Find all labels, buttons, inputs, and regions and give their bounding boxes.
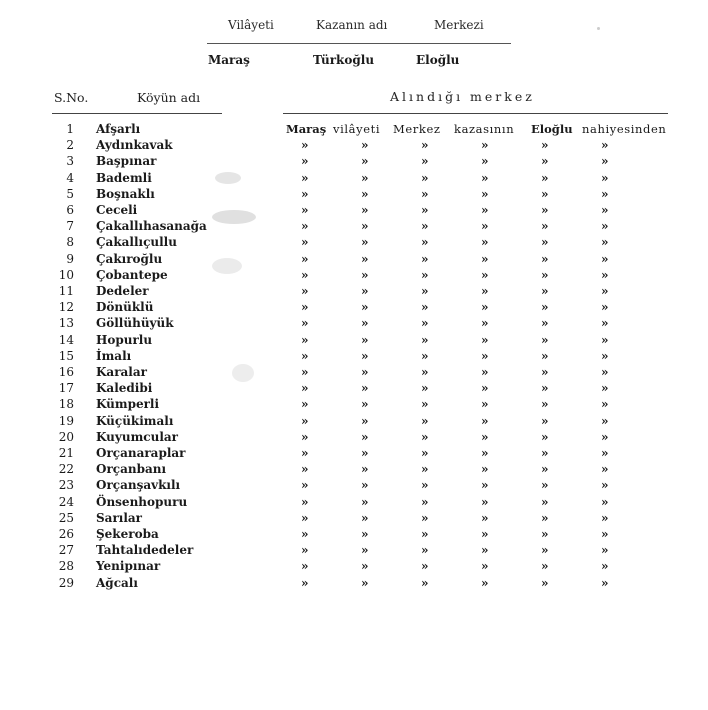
ditto-mark: » (361, 154, 369, 169)
row-number: 25 (58, 510, 74, 525)
column-divider-right (283, 113, 668, 114)
village-name: Dönüklü (96, 300, 154, 315)
table-row (0, 542, 708, 558)
ditto-mark: » (361, 510, 369, 525)
village-name: Hopurlu (96, 332, 153, 347)
ditto-mark: » (481, 510, 489, 525)
row-number: 2 (66, 138, 74, 153)
column-divider-left (52, 113, 222, 114)
row-number: 18 (58, 397, 74, 412)
ditto-mark: » (361, 332, 369, 347)
ditto-mark: » (301, 316, 309, 331)
ditto-mark: » (481, 154, 489, 169)
ditto-mark: » (421, 348, 429, 363)
ditto-mark: » (421, 510, 429, 525)
ditto-mark: » (541, 478, 549, 493)
ditto-mark: » (361, 478, 369, 493)
ditto-mark: » (301, 251, 309, 266)
ditto-mark: » (541, 138, 549, 153)
village-name: Yenipınar (96, 559, 161, 574)
header-value-center: Eloğlu (416, 53, 460, 67)
row-number: 1 (66, 122, 74, 136)
header-rule (207, 43, 511, 44)
ditto-mark: » (301, 348, 309, 363)
ditto-mark: » (601, 348, 609, 363)
ditto-mark: » (601, 284, 609, 298)
table-row (0, 315, 708, 331)
ditto-mark: » (601, 154, 609, 169)
ditto-mark: » (481, 186, 489, 201)
column-header-source: Alındığı merkez (390, 89, 535, 104)
village-name: Küçükimalı (96, 413, 174, 428)
ditto-mark: » (361, 559, 369, 574)
ditto-mark: » (361, 203, 369, 217)
ditto-mark: » (421, 154, 429, 169)
village-name: Bademli (96, 170, 152, 185)
ditto-mark: » (541, 462, 549, 477)
ditto-mark: » (301, 186, 309, 201)
ditto-mark: » (361, 575, 369, 590)
ditto-mark: » (541, 251, 549, 266)
ditto-mark: » (301, 235, 309, 250)
ditto-mark: » (361, 267, 369, 282)
ditto-mark: » (481, 300, 489, 315)
table-row (0, 186, 708, 202)
ditto-mark: » (481, 332, 489, 347)
source-text: vilâyeti (333, 122, 381, 136)
ditto-mark: » (421, 235, 429, 250)
table-row (0, 429, 708, 445)
ditto-mark: » (361, 138, 369, 153)
scan-smudge (212, 210, 256, 224)
table-row (0, 364, 708, 380)
table-row (0, 510, 708, 526)
ditto-mark: » (301, 413, 309, 428)
ditto-mark: » (541, 170, 549, 185)
village-name: Ağcalı (96, 575, 138, 590)
ditto-mark: » (421, 316, 429, 331)
row-number: 7 (66, 219, 74, 234)
ditto-mark: » (361, 219, 369, 234)
ditto-mark: » (601, 300, 609, 315)
row-number: 20 (58, 429, 74, 444)
village-name: Ceceli (96, 203, 138, 217)
ditto-mark: » (421, 429, 429, 444)
ditto-mark: » (361, 462, 369, 477)
ditto-mark: » (541, 494, 549, 509)
village-name: Çakallıçullu (96, 235, 177, 250)
table-row (0, 170, 708, 186)
column-header-village: Köyün adı (137, 90, 201, 105)
ditto-mark: » (301, 527, 309, 541)
ditto-mark: » (601, 138, 609, 153)
column-header-number: S.No. (54, 90, 89, 105)
ditto-mark: » (541, 300, 549, 315)
village-name: Çobantepe (96, 267, 168, 282)
ditto-mark: » (361, 300, 369, 315)
ditto-mark: » (601, 494, 609, 509)
ditto-mark: » (361, 235, 369, 250)
ditto-mark: » (601, 413, 609, 428)
ditto-mark: » (481, 397, 489, 412)
ditto-mark: » (481, 267, 489, 282)
ditto-mark: » (301, 446, 309, 460)
row-number: 11 (58, 284, 74, 298)
village-name: Çakallıhasanağa (96, 219, 207, 234)
ditto-mark: » (301, 397, 309, 412)
table-row (0, 461, 708, 477)
row-number: 17 (58, 381, 74, 396)
ditto-mark: » (481, 235, 489, 250)
table-row (0, 202, 708, 218)
ditto-mark: » (541, 348, 549, 363)
village-name: Başpınar (96, 154, 157, 169)
ditto-mark: » (601, 527, 609, 541)
ditto-mark: » (301, 478, 309, 493)
row-number: 22 (58, 462, 74, 477)
ditto-mark: » (541, 316, 549, 331)
ditto-mark: » (301, 381, 309, 396)
scan-smudge (232, 364, 254, 382)
table-row (0, 332, 708, 348)
table-row (0, 380, 708, 396)
ditto-mark: » (481, 365, 489, 379)
row-number: 15 (58, 348, 74, 363)
ditto-mark: » (301, 332, 309, 347)
source-text: Maraş (286, 122, 327, 136)
ditto-mark: » (601, 381, 609, 396)
row-number: 16 (58, 365, 74, 379)
ditto-mark: » (601, 332, 609, 347)
source-text: kazasının (454, 122, 515, 136)
ditto-mark: » (481, 138, 489, 153)
table-row (0, 558, 708, 574)
village-name: Kaledibi (96, 381, 153, 396)
ditto-mark: » (421, 365, 429, 379)
ditto-mark: » (481, 527, 489, 541)
ditto-mark: » (481, 446, 489, 460)
ditto-mark: » (481, 413, 489, 428)
ditto-mark: » (481, 494, 489, 509)
village-name: İmalı (96, 348, 132, 363)
ditto-mark: » (301, 267, 309, 282)
ditto-mark: » (421, 543, 429, 558)
ditto-mark: » (541, 510, 549, 525)
ditto-mark: » (481, 284, 489, 298)
ditto-mark: » (301, 170, 309, 185)
ditto-mark: » (361, 365, 369, 379)
ditto-mark: » (361, 348, 369, 363)
ditto-mark: » (541, 284, 549, 298)
ditto-mark: » (601, 170, 609, 185)
ditto-mark: » (541, 397, 549, 412)
table-row (0, 575, 708, 591)
village-name: Kuyumcular (96, 429, 178, 444)
ditto-mark: » (601, 203, 609, 217)
ditto-mark: » (601, 235, 609, 250)
header-value-district: Türkoğlu (313, 53, 375, 67)
ditto-mark: » (301, 203, 309, 217)
ditto-mark: » (481, 381, 489, 396)
ditto-mark: » (601, 219, 609, 234)
table-row (0, 348, 708, 364)
ditto-mark: » (421, 462, 429, 477)
ditto-mark: » (421, 186, 429, 201)
ditto-mark: » (301, 575, 309, 590)
ditto-mark: » (421, 219, 429, 234)
row-number: 26 (58, 527, 74, 541)
ditto-mark: » (541, 575, 549, 590)
ditto-mark: » (481, 462, 489, 477)
ditto-mark: » (601, 543, 609, 558)
village-name: Orçanşavkılı (96, 478, 181, 493)
ditto-mark: » (421, 284, 429, 298)
ditto-mark: » (301, 494, 309, 509)
ditto-mark: » (601, 429, 609, 444)
ditto-mark: » (421, 494, 429, 509)
ditto-mark: » (481, 170, 489, 185)
ditto-mark: » (541, 365, 549, 379)
table-row (0, 218, 708, 234)
ditto-mark: » (481, 543, 489, 558)
ditto-mark: » (481, 316, 489, 331)
scan-smudge (212, 258, 242, 274)
ditto-mark: » (541, 332, 549, 347)
village-name: Boşnaklı (96, 186, 155, 201)
ditto-mark: » (301, 138, 309, 153)
ditto-mark: » (541, 154, 549, 169)
ditto-mark: » (301, 365, 309, 379)
ditto-mark: » (361, 397, 369, 412)
ditto-mark: » (301, 429, 309, 444)
row-number: 5 (66, 186, 74, 201)
ditto-mark: » (541, 413, 549, 428)
ditto-mark: » (601, 446, 609, 460)
row-number: 10 (58, 267, 74, 282)
ditto-mark: » (421, 170, 429, 185)
table-row (0, 445, 708, 461)
village-name: Dedeler (96, 284, 149, 298)
ditto-mark: » (301, 300, 309, 315)
ditto-mark: » (601, 510, 609, 525)
village-name: Sarılar (96, 510, 142, 525)
row-number: 24 (58, 494, 74, 509)
ditto-mark: » (601, 186, 609, 201)
ditto-mark: » (601, 251, 609, 266)
ditto-mark: » (541, 203, 549, 217)
row-number: 13 (58, 316, 74, 331)
table-row (0, 396, 708, 412)
ditto-mark: » (361, 170, 369, 185)
table-row (0, 121, 708, 137)
ditto-mark: » (481, 575, 489, 590)
ditto-mark: » (601, 462, 609, 477)
ditto-mark: » (361, 381, 369, 396)
ditto-mark: » (301, 154, 309, 169)
ditto-mark: » (421, 138, 429, 153)
ditto-mark: » (301, 284, 309, 298)
table-row (0, 494, 708, 510)
ditto-mark: » (301, 510, 309, 525)
table-row (0, 413, 708, 429)
ditto-mark: » (601, 575, 609, 590)
ditto-mark: » (421, 381, 429, 396)
ditto-mark: » (421, 251, 429, 266)
ditto-mark: » (361, 251, 369, 266)
village-name: Tahtalıdedeler (96, 543, 194, 558)
ditto-mark: » (421, 575, 429, 590)
ditto-mark: » (541, 219, 549, 234)
ditto-mark: » (421, 332, 429, 347)
ditto-mark: » (361, 284, 369, 298)
village-name: Kümperli (96, 397, 160, 412)
row-number: 21 (58, 446, 74, 460)
table-row (0, 137, 708, 153)
table-row (0, 234, 708, 250)
ditto-mark: » (481, 348, 489, 363)
ditto-mark: » (541, 543, 549, 558)
row-number: 14 (58, 332, 74, 347)
ditto-mark: » (601, 559, 609, 574)
ditto-mark: » (601, 365, 609, 379)
ditto-mark: » (361, 543, 369, 558)
scan-smudge (215, 172, 241, 184)
ditto-mark: » (421, 478, 429, 493)
ditto-mark: » (541, 446, 549, 460)
ditto-mark: » (541, 527, 549, 541)
ditto-mark: » (601, 316, 609, 331)
row-number: 8 (66, 235, 74, 250)
ditto-mark: » (481, 478, 489, 493)
ditto-mark: » (421, 267, 429, 282)
ditto-mark: » (421, 397, 429, 412)
table-row (0, 526, 708, 542)
header-value-province: Maraş (208, 53, 250, 67)
ditto-mark: » (361, 446, 369, 460)
source-text: Merkez (393, 122, 441, 136)
ditto-mark: » (301, 462, 309, 477)
ditto-mark: » (541, 235, 549, 250)
ditto-mark: » (301, 559, 309, 574)
row-number: 27 (58, 543, 74, 558)
header-label-province: Vilâyeti (228, 18, 274, 32)
table-row (0, 283, 708, 299)
ditto-mark: » (481, 429, 489, 444)
row-number: 23 (58, 478, 74, 493)
village-name: Göllühüyük (96, 316, 174, 331)
row-number: 9 (66, 251, 74, 266)
ditto-mark: » (421, 559, 429, 574)
row-number: 6 (66, 203, 74, 217)
source-text: nahiyesinden (582, 122, 667, 136)
village-name: Karalar (96, 365, 147, 379)
table-row (0, 477, 708, 493)
village-name: Şekeroba (96, 527, 159, 541)
ditto-mark: » (481, 559, 489, 574)
ditto-mark: » (361, 316, 369, 331)
ditto-mark: » (421, 300, 429, 315)
row-number: 19 (58, 413, 74, 428)
ditto-mark: » (301, 219, 309, 234)
row-number: 12 (58, 300, 74, 315)
ditto-mark: » (601, 397, 609, 412)
ditto-mark: » (601, 478, 609, 493)
ditto-mark: » (421, 413, 429, 428)
ditto-mark: » (361, 186, 369, 201)
ditto-mark: » (481, 219, 489, 234)
table-row (0, 299, 708, 315)
ditto-mark: » (541, 429, 549, 444)
ditto-mark: » (361, 494, 369, 509)
source-text: Eloğlu (531, 122, 573, 136)
ditto-mark: » (421, 203, 429, 217)
ditto-mark: » (481, 203, 489, 217)
table-row (0, 153, 708, 169)
header-label-district: Kazanın adı (316, 18, 388, 32)
village-name: Önsenhopuru (96, 494, 188, 509)
ditto-mark: » (361, 413, 369, 428)
ditto-mark: » (601, 267, 609, 282)
row-number: 28 (58, 559, 74, 574)
village-name: Çakıroğlu (96, 251, 163, 266)
header-label-center: Merkezi (434, 18, 484, 32)
ditto-mark: » (361, 527, 369, 541)
village-name: Orçanaraplar (96, 446, 186, 460)
ditto-mark: » (541, 381, 549, 396)
ditto-mark: » (541, 267, 549, 282)
village-name: Orçanbanı (96, 462, 167, 477)
ditto-mark: » (361, 429, 369, 444)
ditto-mark: » (421, 446, 429, 460)
row-number: 4 (66, 170, 74, 185)
row-number: 3 (66, 154, 74, 169)
ditto-mark: » (541, 559, 549, 574)
table-row (0, 267, 708, 283)
village-name: Afşarlı (96, 122, 141, 136)
scan-speck (597, 27, 600, 30)
row-number: 29 (58, 575, 74, 590)
ditto-mark: » (421, 527, 429, 541)
village-name: Aydınkavak (96, 138, 173, 153)
ditto-mark: » (301, 543, 309, 558)
ditto-mark: » (481, 251, 489, 266)
table-row (0, 251, 708, 267)
ditto-mark: » (541, 186, 549, 201)
